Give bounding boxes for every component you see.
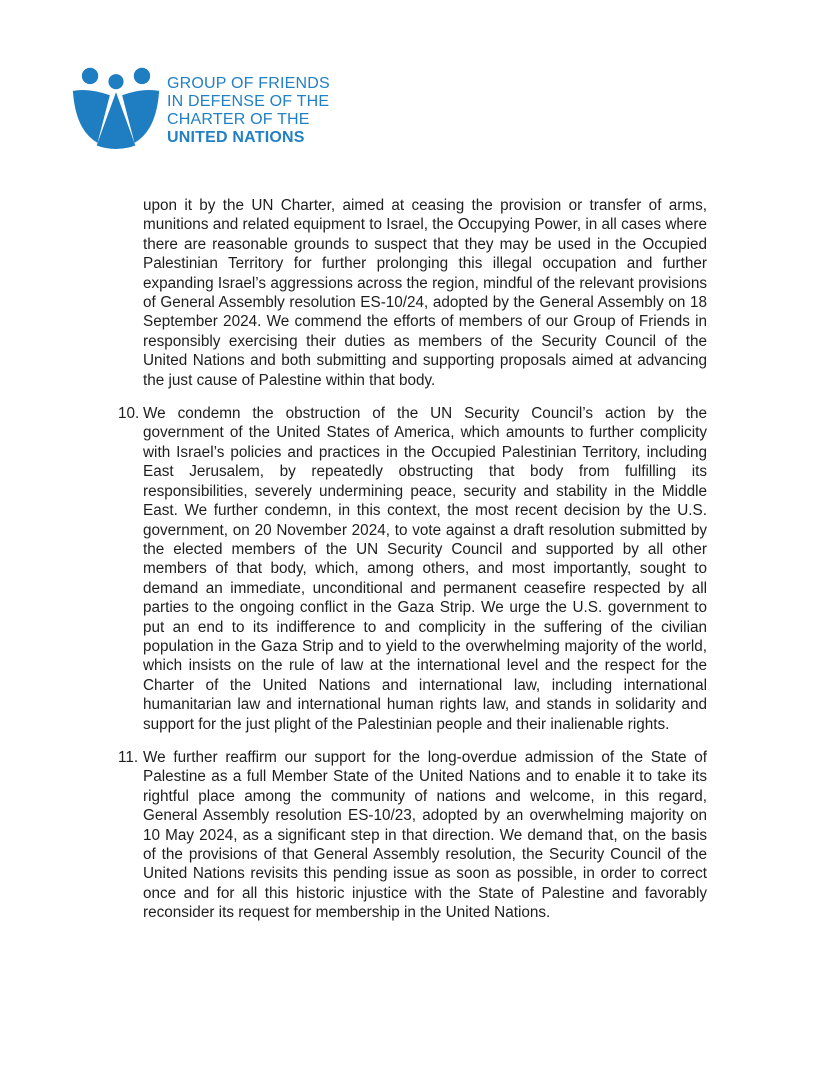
logo-line-2: IN DEFENSE OF THE (167, 93, 330, 110)
logo-line-4: UNITED NATIONS (167, 129, 305, 146)
paragraph-continuation: upon it by the UN Charter, aimed at ceasing the provision or transfer of arms, munitions and related equipment to Israel, the Occupying Power, in all cases where there are reasonable grounds to suspect that they may be used in the Occupied Palestinian Territory for further prolonging this illegal occupation and further expanding Israel’s aggressions across the region, mindful of the relevant provisions of General Assembly resolution ES-10/24, adopted by the General Assembly on 18 September 2024. We commend the efforts of members of our Group of Friends in responsibly exercising their duties as members of the Security Council of the United Nations and both submitting and supporting proposals aimed at advancing the just cause of Palestine within that body. (143, 197, 707, 389)
logo-line-1: GROUP OF FRIENDS (167, 75, 330, 92)
numbered-paragraph-10 (118, 404, 710, 734)
paragraph-text: We condemn the obstruction of the UN Security Council’s action by the government of the United States of America, which amounts to further complicity with Israel’s policies and practices in the Occupied Palestinian Territory, including East Jerusalem, by repeatedly obstructing that body from fulfilling its responsibilities, severely undermining peace, security and stability in the Middle East. We further condemn, in this context, the most recent decision by the U.S. government, on 20 November 2024, to vote against a draft resolution submitted by the elected members of the UN Security Council and supported by all other members of that body, which, among others, and most importantly, sought to demand an immediate, unconditional and permanent ceasefire respected by all parties to the ongoing conflict in the Gaza Strip. We urge the U.S. government to put an end to its indifference to and complicity in the suffering of the civilian population in the Gaza Strip and to yield to the overwhelming majority of the world, which insists on the rule of law at the international level and the respect for the Charter of the United Nations and international law, including international humanitarian law and international human rights law, and stands in solidarity and support for the just plight of the Palestinian people and their inalienable rights. (143, 405, 707, 733)
paragraph-number: 11. (118, 748, 139, 766)
document-body (118, 196, 710, 937)
logo-line-3: CHARTER OF THE (167, 111, 310, 128)
three-figures-group-icon (72, 66, 160, 151)
org-logo-text (167, 75, 330, 147)
paragraph-number: 10. (118, 405, 140, 423)
numbered-paragraph-11 (118, 748, 710, 923)
org-logo (72, 66, 330, 151)
paragraph-text: We further reaffirm our support for the long-overdue admission of the State of Palestine as a full Member State of the United Nations and to enable it to take its rightful place among the community of nations and welcome, in this regard, General Assembly resolution ES-10/23, adopted by an overwhelming majority on 10 May 2024, as a significant step in that direction. We demand that, on the basis of the provisions of that General Assembly resolution, the Security Council of the United Nations revisits this pending issue as soon as possible, in order to correct once and for all this historic injustice with the State of Palestine and favorably reconsider its request for membership in the United Nations. (143, 748, 707, 922)
